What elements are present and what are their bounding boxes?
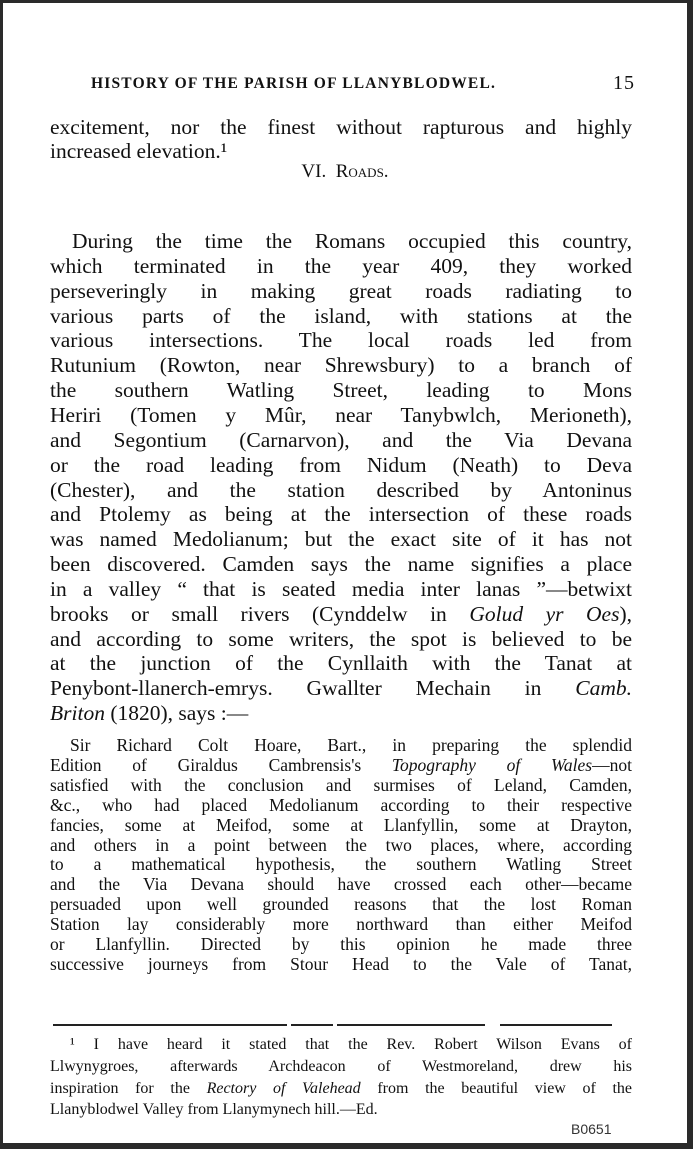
text-segment: Llanyblodwel Valley from Llanymynech hill.—Ed. xyxy=(50,1101,378,1119)
text-segment: and Ptolemy as being at the intersection of these roads xyxy=(50,502,632,527)
italic-text: Briton xyxy=(50,701,105,726)
text-segment: Heriri (Tomen y Mûr, near Tanybwlch, Merioneth), xyxy=(50,402,632,427)
text-line xyxy=(50,1101,632,1119)
text-line xyxy=(50,795,632,816)
text-segment: which terminated in the year 409, they worked xyxy=(50,253,632,278)
text-segment: satisfied with the conclusion and surmises of Leland, Camden, xyxy=(50,774,632,795)
text-segment: Rutunium (Rowton, near Shrewsbury) to a branch of xyxy=(50,353,632,378)
text-line xyxy=(50,854,632,875)
text-segment: and others in a point between the two places, where, according xyxy=(50,834,632,855)
document-page xyxy=(3,3,687,1143)
text-line xyxy=(50,502,632,527)
text-line xyxy=(50,701,632,726)
text-segment: Edition of Giraldus Cambrensis's xyxy=(50,754,392,775)
text-segment: inspiration for the xyxy=(50,1079,207,1097)
text-segment: (1820), says :— xyxy=(104,701,249,726)
text-line xyxy=(70,735,632,756)
section-title: Roads. xyxy=(335,161,389,182)
text-segment: ¹ I have heard it stated that the Rev. Robert Wilson Evans of xyxy=(70,1036,632,1053)
text-line xyxy=(50,428,632,453)
text-segment: (Chester), and the station described by Antoninus xyxy=(50,477,632,502)
text-line xyxy=(50,254,632,279)
italic-text: Rectory of Valehead xyxy=(206,1079,361,1097)
text-segment: brooks or small rivers (Cynddelw in xyxy=(50,601,470,626)
text-segment: During the time the Romans occupied this country, xyxy=(72,229,632,253)
text-line xyxy=(50,115,632,140)
text-segment: was named Medolianum; but the exact site of it has not xyxy=(50,527,632,552)
text-segment: Penybont-llanerch-emrys. Gwallter Mechain in xyxy=(50,676,576,701)
running-header xyxy=(91,72,635,95)
text-segment: various parts of the island, with stations at the xyxy=(50,303,632,328)
text-segment: increased elevation.¹ xyxy=(50,139,228,163)
text-line xyxy=(50,552,632,577)
text-line xyxy=(50,602,632,627)
text-segment: in a valley “ that is seated media inter lanas ”—betwixt xyxy=(50,576,632,601)
text-segment: Sir Richard Colt Hoare, Bart., in preparing the splendid xyxy=(70,735,632,755)
text-line xyxy=(50,934,632,955)
text-line xyxy=(50,894,632,915)
text-segment: excitement, nor the finest without rapturous and highly xyxy=(50,115,632,139)
text-line xyxy=(50,1058,632,1076)
text-line xyxy=(50,577,632,602)
text-line xyxy=(50,527,632,552)
text-line xyxy=(50,874,632,895)
text-line xyxy=(50,676,632,701)
text-segment: at the junction of the Cynllaith with the Tanat at xyxy=(50,651,632,676)
text-segment: or Llanfyllin. Directed by this opinion he made three xyxy=(50,934,632,954)
text-line xyxy=(50,815,632,836)
footnote-rule xyxy=(500,1024,612,1026)
footnote-rule xyxy=(53,1024,287,1026)
text-segment: Station lay considerably more northward than either Meifod xyxy=(50,914,632,935)
text-line xyxy=(70,1036,632,1054)
text-line xyxy=(50,835,632,856)
text-segment: and the Via Devana should have crossed each other—became xyxy=(50,874,632,895)
text-line xyxy=(50,304,632,329)
text-segment: and Segontium (Carnarvon), and the Via Devana xyxy=(50,427,632,452)
text-line xyxy=(50,353,632,378)
text-line xyxy=(50,775,632,796)
text-line xyxy=(72,229,632,254)
text-segment: &c., who had placed Medolianum according to their respective xyxy=(50,794,632,815)
text-segment: perseveringly in making great roads radiating to xyxy=(50,278,632,303)
text-segment: various intersections. The local roads led from xyxy=(50,328,632,353)
text-line xyxy=(50,478,632,503)
text-line xyxy=(50,328,632,353)
footnote-rule xyxy=(337,1024,485,1026)
text-line xyxy=(50,651,632,676)
footnote-rule xyxy=(291,1024,333,1026)
text-segment: Llwynygroes, afterwards Archdeacon of Westmoreland, drew his xyxy=(50,1057,632,1075)
section-heading xyxy=(3,161,687,183)
text-segment: successive journeys from Stour Head to the Vale of Tanat, xyxy=(50,953,632,974)
text-line xyxy=(50,954,632,975)
text-segment: and according to some writers, the spot is believed to be xyxy=(50,626,632,651)
text-segment: persuaded upon well grounded reasons that the lost Roman xyxy=(50,894,632,915)
italic-text: Topography of Wales xyxy=(391,754,593,775)
text-segment: from the beautiful view of the xyxy=(360,1079,633,1097)
text-line xyxy=(50,453,632,478)
text-segment: the southern Watling Street, leading to Mons xyxy=(50,378,632,403)
text-line xyxy=(50,627,632,652)
text-line xyxy=(50,279,632,304)
text-line xyxy=(50,403,632,428)
page-code: B0651 xyxy=(571,1121,612,1137)
section-number: VI. xyxy=(301,161,327,182)
text-segment: been discovered. Camden says the name signifies a place xyxy=(50,552,632,577)
text-line xyxy=(50,1080,632,1098)
text-segment: ), xyxy=(619,601,632,626)
italic-text: Golud yr Oes xyxy=(469,601,620,626)
text-segment: fancies, some at Meifod, some at Llanfyllin, some at Drayton, xyxy=(50,814,632,835)
text-line xyxy=(50,755,632,776)
text-line xyxy=(50,914,632,935)
text-segment: or the road leading from Nidum (Neath) to Deva xyxy=(50,452,632,477)
text-line xyxy=(50,378,632,403)
text-segment: to a mathematical hypothesis, the southern Watling Street xyxy=(50,854,632,875)
page-number: 15 xyxy=(613,72,635,94)
text-segment: —not xyxy=(592,754,632,775)
italic-text: Camb. xyxy=(575,676,632,701)
header-title: HISTORY OF THE PARISH OF LLANYBLODWEL. xyxy=(91,75,497,92)
